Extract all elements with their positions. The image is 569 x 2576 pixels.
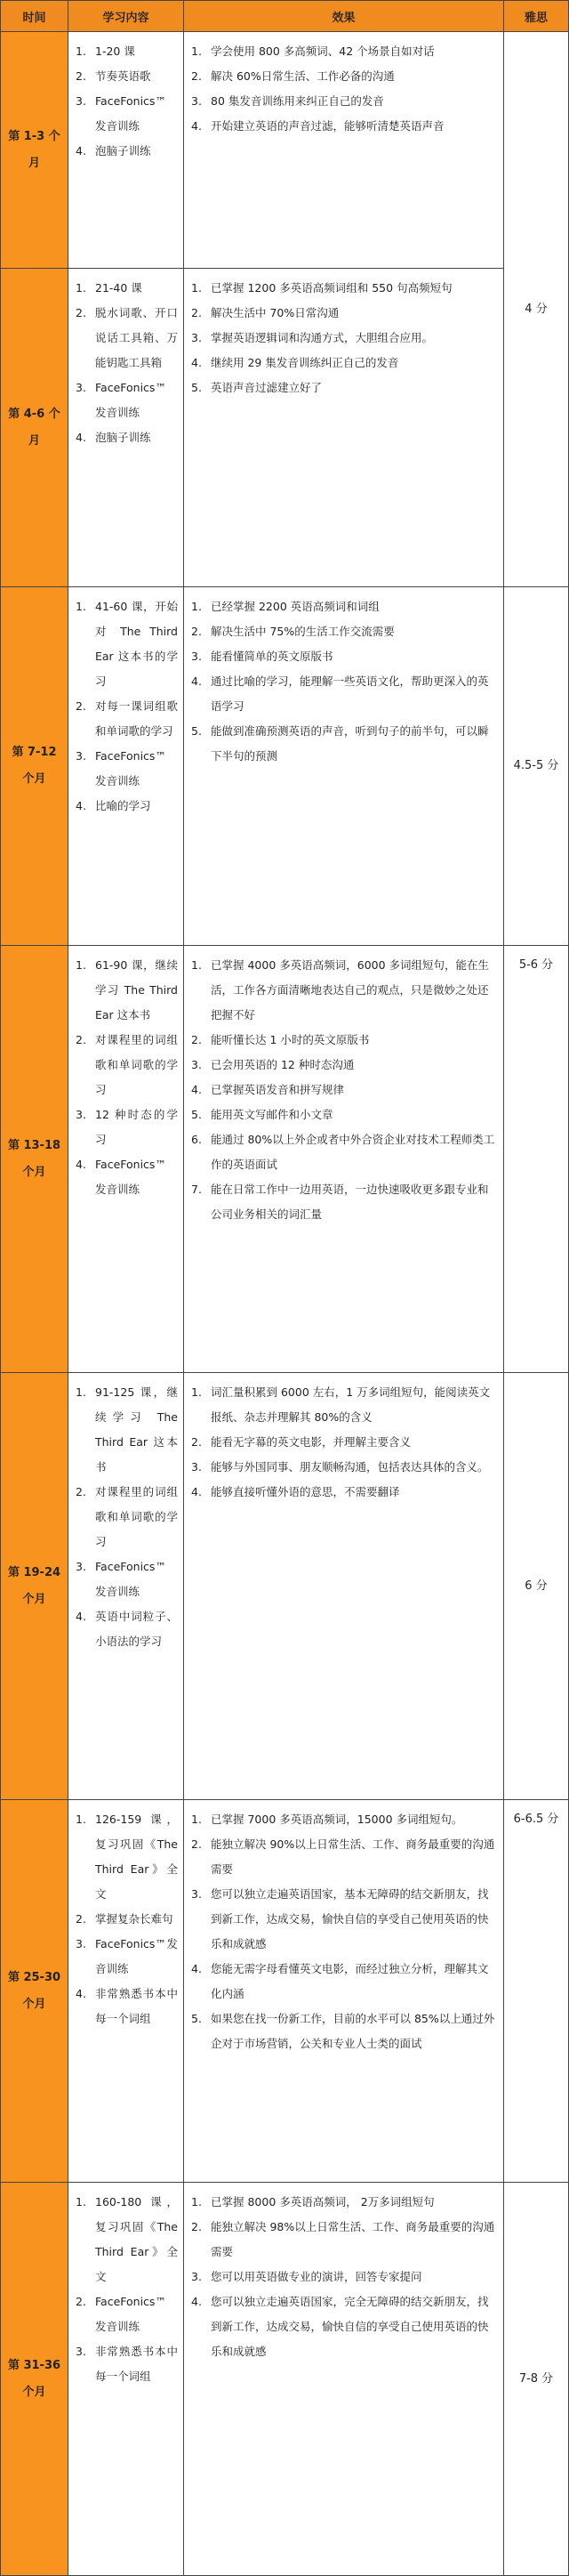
list-item: [76, 2190, 178, 2289]
list-item-text: 泡脑子训练: [95, 144, 151, 157]
list-item-text: 已掌握 8000 多英语高频词， 2万多词组短句: [211, 2195, 435, 2209]
ielts-cell: 6 分: [504, 1373, 569, 1800]
table-row: [1, 1800, 569, 2183]
list-item: [76, 1152, 178, 1202]
list-item: [76, 139, 178, 164]
list-item: [76, 39, 178, 64]
effect-cell: [184, 587, 504, 946]
list-item-text: 已掌握 4000 多英语高频词，6000 多词组短句，能在生活，工作各方面清晰地表达自己的观点，只是微妙之处还把握不好: [211, 958, 490, 1022]
list-item: [76, 301, 178, 375]
list-item-number: 4.: [76, 1987, 86, 2000]
numbered-list: [76, 276, 178, 450]
ielts-cell: 5-6 分: [504, 946, 569, 1373]
list-item-text: 21-40 课: [95, 281, 142, 295]
table-body: [1, 32, 569, 2576]
effect-cell: [184, 2183, 504, 2576]
list-item: [191, 2215, 498, 2265]
numbered-list: [191, 2190, 498, 2364]
list-item-text: 80 集发音训练用来纠正自己的发音: [211, 94, 384, 108]
list-item-number: 1.: [191, 1813, 202, 1826]
list-item-text: 比喻的学习: [95, 799, 151, 812]
list-item: [191, 1430, 498, 1455]
content-cell: [68, 946, 184, 1373]
list-item: [76, 1380, 178, 1480]
list-item-number: 2.: [191, 625, 202, 638]
period-cell: 第 25-30 个月: [1, 1800, 68, 2183]
list-item-number: 5.: [191, 1108, 202, 1121]
list-item-number: 1.: [76, 1385, 86, 1399]
content-cell: [68, 587, 184, 946]
list-item-text: 脱水词歌、开口说话工具箱、万能钥匙工具箱: [95, 306, 178, 369]
list-item: [191, 326, 498, 351]
list-item-number: 1.: [191, 958, 202, 972]
list-item-number: 3.: [191, 1460, 202, 1474]
list-item-text: 学会使用 800 多高频词、42 个场景自如对话: [211, 44, 435, 58]
list-item-text: 61-90 课，继续学习 The Third Ear 这本书: [95, 958, 178, 1022]
list-item: [191, 114, 498, 139]
list-item-number: 4.: [76, 144, 86, 157]
list-item-number: 1.: [76, 600, 86, 613]
list-item-number: 4.: [191, 119, 202, 133]
content-cell: [68, 2183, 184, 2576]
effect-cell: [184, 1373, 504, 1800]
list-item-text: 12 种时态的学习: [95, 1108, 178, 1146]
list-item-text: 已经掌握 2200 英语高频词和词组: [211, 600, 380, 613]
list-item: [191, 1177, 498, 1227]
list-item-number: 3.: [191, 650, 202, 663]
list-item-number: 4.: [191, 674, 202, 688]
list-item-number: 2.: [191, 306, 202, 319]
list-item-text: 词汇量积累到 6000 左右，1 万多词组短句，能阅读英文报纸、杂志并理解其 80%的含义: [211, 1385, 491, 1424]
list-item: [76, 1604, 178, 1654]
list-item-number: 3.: [76, 2345, 86, 2358]
list-item-number: 3.: [191, 2270, 202, 2283]
list-item-number: 1.: [76, 44, 86, 58]
list-item-number: 5.: [191, 381, 202, 394]
list-item-text: 能做到准确预测英语的声音，听到句子的前半句，可以瞬下半句的预测: [211, 724, 489, 763]
list-item-number: 3.: [191, 1058, 202, 1071]
list-item: [191, 1957, 498, 2007]
list-item: [191, 1102, 498, 1127]
list-item-text: FaceFonics™发音训练: [95, 1937, 178, 1975]
list-item-number: 3.: [76, 749, 86, 763]
table-row: [1, 1373, 569, 1800]
list-item-text: 您可以独立走遍英语国家，完全无障碍的结交新朋友，找到新工作，达成交易，愉快自信的享受自己使用英语的快乐和成就感: [211, 2295, 489, 2358]
list-item: [191, 1078, 498, 1102]
list-item-number: 1.: [191, 2195, 202, 2209]
list-item-number: 2.: [191, 2220, 202, 2233]
numbered-list: [191, 953, 498, 1227]
list-item-text: 能看无字幕的英文电影，并理解主要含义: [211, 1435, 412, 1449]
period-cell: 第 7-12 个月: [1, 587, 68, 946]
header-row: [1, 1, 569, 32]
list-item-number: 5.: [191, 724, 202, 738]
list-item: [76, 1554, 178, 1604]
effect-cell: [184, 269, 504, 587]
numbered-list: [76, 2190, 178, 2389]
ielts-cell: 4 分: [504, 32, 569, 587]
ielts-cell: 7-8 分: [504, 2183, 569, 2576]
period-cell: 第 4-6 个月: [1, 269, 68, 587]
list-item: [191, 351, 498, 375]
table-row: [1, 32, 569, 269]
list-item-text: 对课程里的词组歌和单词歌的学习: [95, 1485, 178, 1548]
list-item: [191, 2289, 498, 2364]
list-item-text: 解决生活中 70%日常沟通: [211, 306, 340, 319]
list-item: [191, 2007, 498, 2056]
list-item-text: 能够直接听懂外语的意思，不需要翻译: [211, 1485, 400, 1498]
numbered-list: [191, 39, 498, 139]
list-item-text: FaceFonics™ 发音训练: [95, 749, 166, 787]
list-item: [191, 301, 498, 326]
list-item-text: 已会用英语的 12 种时态沟通: [211, 1058, 355, 1071]
list-item-number: 3.: [191, 1887, 202, 1901]
list-item: [76, 1907, 178, 1932]
numbered-list: [191, 1807, 498, 2056]
list-item-number: 1.: [76, 2195, 86, 2209]
list-item-text: 能够与外国同事、朋友顺畅沟通，包括表达具体的含义。: [211, 1460, 489, 1474]
list-item-text: FaceFonics™ 发音训练: [95, 94, 166, 133]
list-item-text: 非常熟悉书本中每一个词组: [95, 1987, 178, 2025]
list-item: [191, 594, 498, 619]
list-item-text: 掌握复杂长难句: [95, 1912, 173, 1926]
list-item-text: 对课程里的词组歌和单词歌的学习: [95, 1033, 178, 1096]
list-item: [76, 375, 178, 425]
list-item: [191, 1053, 498, 1078]
list-item-text: 126-159 课，复习巩固《The Third Ear》全文: [95, 1813, 178, 1901]
list-item: [76, 1982, 178, 2031]
list-item-number: 2.: [76, 1485, 86, 1498]
list-item-text: 英语中词粒子、小语法的学习: [95, 1610, 178, 1648]
list-item-number: 3.: [191, 331, 202, 344]
list-item: [76, 276, 178, 301]
list-item-number: 3.: [76, 1560, 86, 1573]
list-item-text: 英语声音过滤建立好了: [211, 381, 323, 394]
list-item-number: 3.: [76, 94, 86, 108]
list-item-text: 掌握英语逻辑词和沟通方式，大胆组合应用。: [211, 331, 434, 344]
list-item-text: 1-20 课: [95, 44, 135, 58]
list-item-text: 91-125 课，继续学习 The Third Ear 这本书: [95, 1385, 178, 1474]
list-item-text: FaceFonics™ 发音训练: [95, 2295, 166, 2333]
list-item-number: 1.: [76, 281, 86, 295]
list-item-number: 2.: [76, 699, 86, 713]
list-item: [76, 425, 178, 450]
period-cell: 第 1-3 个月: [1, 32, 68, 269]
list-item-text: FaceFonics™ 发音训练: [95, 1158, 166, 1196]
list-item-number: 4.: [191, 2295, 202, 2308]
list-item-text: 对每一课词组歌和单词歌的学习: [95, 699, 178, 738]
list-item-text: 能独立解决 98%以上日常生活、工作、商务最重要的沟通需要: [211, 2220, 495, 2258]
table-row: [1, 2183, 569, 2576]
ielts-cell: 6-6.5 分: [504, 1800, 569, 2183]
list-item: [76, 1807, 178, 1907]
list-item-number: 3.: [191, 94, 202, 108]
list-item: [76, 2289, 178, 2339]
list-item: [191, 1832, 498, 1882]
effect-cell: [184, 32, 504, 269]
list-item-text: 解决 60%日常生活、工作必备的沟通: [211, 69, 395, 83]
list-item-text: 您能无需字母看懂英文电影，而经过独立分析，理解其文化内涵: [211, 1962, 489, 2000]
header-content: 学习内容: [68, 1, 184, 32]
list-item-text: 您可以独立走遍英语国家，基本无障碍的结交新朋友，找到新工作，达成交易，愉快自信的享受自己使用英语的快乐和成就感: [211, 1887, 489, 1950]
table-row: [1, 269, 569, 587]
list-item: [191, 669, 498, 719]
list-item-number: 4.: [191, 1083, 202, 1096]
header-ielts: 雅思: [504, 1, 569, 32]
header-effect: 效果: [184, 1, 504, 32]
list-item-number: 2.: [76, 2295, 86, 2308]
list-item-number: 4.: [76, 1158, 86, 1171]
content-cell: [68, 1373, 184, 1800]
list-item-text: 已掌握 7000 多英语高频词，15000 多词组短句。: [211, 1813, 463, 1826]
list-item: [191, 1127, 498, 1177]
list-item-number: 1.: [76, 958, 86, 972]
list-item-text: 能听懂长达 1 小时的英文原版书: [211, 1033, 370, 1046]
list-item: [76, 594, 178, 694]
list-item: [191, 719, 498, 769]
list-item: [191, 1380, 498, 1430]
list-item-number: 1.: [191, 600, 202, 613]
list-item: [191, 1882, 498, 1957]
list-item: [191, 39, 498, 64]
list-item-text: 您可以用英语做专业的演讲，回答专家提问: [211, 2270, 422, 2283]
list-item-number: 4.: [76, 1610, 86, 1623]
list-item-number: 4.: [191, 1485, 202, 1498]
list-item-text: 通过比喻的学习，能理解一些英语文化，帮助更深入的英语学习: [211, 674, 489, 713]
list-item: [76, 694, 178, 744]
numbered-list: [76, 953, 178, 1202]
list-item-number: 3.: [76, 1937, 86, 1950]
list-item-text: 能通过 80%以上外企或者中外合资企业对技术工程师类工作的英语面试: [211, 1133, 495, 1171]
period-cell: 第 13-18 个月: [1, 946, 68, 1373]
list-item-number: 2.: [76, 306, 86, 319]
list-item: [76, 744, 178, 794]
list-item: [191, 276, 498, 301]
list-item: [76, 89, 178, 139]
numbered-list: [191, 1380, 498, 1505]
list-item: [76, 64, 178, 89]
list-item: [76, 794, 178, 819]
numbered-list: [191, 276, 498, 400]
list-item-text: 41-60 课，开始对 The Third Ear 这本书的学习: [95, 600, 178, 688]
numbered-list: [76, 1807, 178, 2031]
content-cell: [68, 32, 184, 269]
numbered-list: [191, 594, 498, 769]
list-item: [76, 1932, 178, 1982]
list-item-number: 7.: [191, 1183, 202, 1196]
list-item-number: 5.: [191, 2012, 202, 2025]
list-item: [191, 1480, 498, 1505]
numbered-list: [76, 1380, 178, 1654]
list-item-text: FaceFonics™ 发音训练: [95, 381, 166, 419]
ielts-cell: 4.5-5 分: [504, 587, 569, 946]
content-cell: [68, 1800, 184, 2183]
list-item-text: 解决生活中 75%的生活工作交流需要: [211, 625, 395, 638]
list-item-text: 能看懂简单的英文原版书: [211, 650, 333, 663]
list-item-text: 160-180 课，复习巩固《The Third Ear》全文: [95, 2195, 178, 2283]
header-time: 时间: [1, 1, 68, 32]
effect-cell: [184, 946, 504, 1373]
list-item-number: 2.: [76, 1033, 86, 1046]
list-item: [76, 2339, 178, 2389]
list-item: [191, 2265, 498, 2289]
period-cell: 第 19-24 个月: [1, 1373, 68, 1800]
list-item-number: 1.: [76, 1813, 86, 1826]
list-item-text: 开始建立英语的声音过滤，能够听清楚英语声音: [211, 119, 445, 133]
list-item-number: 2.: [191, 1837, 202, 1851]
content-cell: [68, 269, 184, 587]
list-item: [76, 953, 178, 1028]
list-item: [191, 64, 498, 89]
list-item-number: 6.: [191, 1133, 202, 1146]
numbered-list: [76, 39, 178, 164]
period-cell: 第 31-36 个月: [1, 2183, 68, 2576]
list-item-number: 3.: [76, 381, 86, 394]
list-item-number: 4.: [191, 1962, 202, 1975]
list-item-number: 4.: [76, 431, 86, 444]
list-item: [191, 619, 498, 644]
list-item-text: 能用英文写邮件和小文章: [211, 1108, 333, 1121]
list-item-number: 4.: [76, 799, 86, 812]
list-item-number: 2.: [191, 69, 202, 83]
list-item-number: 1.: [191, 1385, 202, 1399]
list-item-number: 1.: [191, 44, 202, 58]
list-item: [76, 1480, 178, 1554]
list-item: [76, 1102, 178, 1152]
list-item: [191, 953, 498, 1028]
list-item: [191, 375, 498, 400]
list-item-text: 继续用 29 集发音训练纠正自己的发音: [211, 356, 399, 369]
list-item-number: 2.: [191, 1033, 202, 1046]
list-item-number: 2.: [76, 1912, 86, 1926]
table-row: [1, 946, 569, 1373]
table-row: [1, 587, 569, 946]
list-item: [191, 1455, 498, 1480]
list-item: [191, 2190, 498, 2215]
list-item-number: 4.: [191, 356, 202, 369]
list-item-number: 2.: [191, 1435, 202, 1449]
list-item-number: 1.: [191, 281, 202, 295]
list-item-text: 如果您在找一份新工作，目前的水平可以 85%以上通过外企对于市场营销，公关和专业人士类的面试: [211, 2012, 495, 2050]
list-item: [191, 1807, 498, 1832]
list-item-text: FaceFonics™ 发音训练: [95, 1560, 166, 1598]
list-item-text: 节奏英语歌: [95, 69, 151, 83]
list-item-number: 3.: [76, 1108, 86, 1121]
list-item: [191, 1028, 498, 1053]
list-item-number: 2.: [76, 69, 86, 83]
list-item-text: 非常熟悉书本中每一个词组: [95, 2345, 178, 2383]
list-item: [76, 1028, 178, 1102]
list-item-text: 已掌握英语发音和拼写规律: [211, 1083, 345, 1096]
list-item-text: 能独立解决 90%以上日常生活、工作、商务最重要的沟通需要: [211, 1837, 495, 1876]
effect-cell: [184, 1800, 504, 2183]
list-item-text: 已掌握 1200 多英语高频词组和 550 句高频短句: [211, 281, 453, 295]
list-item-text: 泡脑子训练: [95, 431, 151, 444]
list-item: [191, 644, 498, 669]
list-item: [191, 89, 498, 114]
list-item-text: 能在日常工作中一边用英语，一边快速吸收更多跟专业和公司业务相关的词汇量: [211, 1183, 489, 1221]
numbered-list: [76, 594, 178, 819]
